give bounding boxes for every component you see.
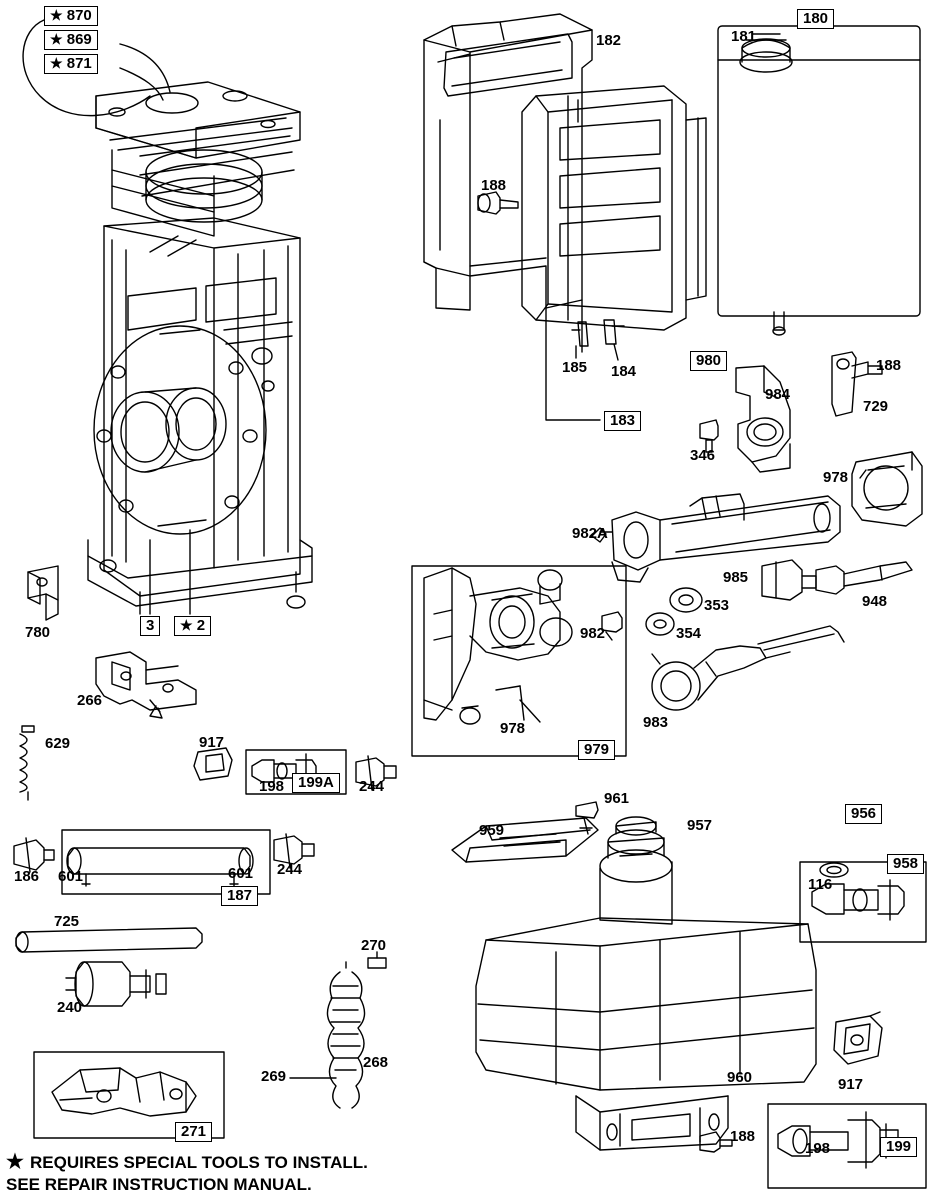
callout-729: 729 bbox=[863, 398, 889, 415]
callout-984: 984 bbox=[765, 386, 791, 403]
callout-725: 725 bbox=[54, 913, 80, 930]
callout-958: 958 bbox=[887, 854, 924, 874]
callout-244-lower: 244 bbox=[277, 861, 303, 878]
callout-346: 346 bbox=[690, 447, 716, 464]
callout-354: 354 bbox=[676, 625, 702, 642]
callout-948: 948 bbox=[862, 593, 888, 610]
callout-961: 961 bbox=[604, 790, 630, 807]
callout-186: 186 bbox=[14, 868, 40, 885]
callout-184: 184 bbox=[611, 363, 637, 380]
callout-187: 187 bbox=[221, 886, 258, 906]
footnote-line-1: REQUIRES SPECIAL TOOLS TO INSTALL. bbox=[30, 1153, 368, 1172]
callout-181: 181 bbox=[731, 28, 757, 45]
callout-869: ★ 869 bbox=[44, 30, 98, 50]
callout-244-upper: 244 bbox=[359, 778, 385, 795]
callout-266: 266 bbox=[77, 692, 103, 709]
callout-960: 960 bbox=[727, 1069, 753, 1086]
callout-601-right: 601 bbox=[228, 865, 254, 882]
callout-268: 268 bbox=[363, 1054, 389, 1071]
callout-188-bracket: 188 bbox=[876, 357, 902, 374]
callout-985: 985 bbox=[723, 569, 749, 586]
callout-183: 183 bbox=[604, 411, 641, 431]
callout-917-right: 917 bbox=[838, 1076, 864, 1093]
callout-871: ★ 871 bbox=[44, 54, 98, 74]
callout-979: 979 bbox=[578, 740, 615, 760]
callout-982A: 982A bbox=[572, 525, 608, 542]
callout-353: 353 bbox=[704, 597, 730, 614]
callout-188-top: 188 bbox=[481, 177, 507, 194]
callout-629: 629 bbox=[45, 735, 71, 752]
callout-198-right: 198 bbox=[805, 1140, 831, 1157]
callout-980: 980 bbox=[690, 351, 727, 371]
callout-978-right: 978 bbox=[823, 469, 849, 486]
callout-978-carb: 978 bbox=[500, 720, 526, 737]
callout-180: 180 bbox=[797, 9, 834, 29]
callout-116: 116 bbox=[808, 876, 833, 893]
callout-2: ★ 2 bbox=[174, 616, 211, 636]
callout-983: 983 bbox=[643, 714, 669, 731]
callout-199A: 199A bbox=[292, 773, 340, 793]
callout-198-left: 198 bbox=[259, 778, 285, 795]
callout-959: 959 bbox=[479, 822, 505, 839]
footnote-star-icon: ★ bbox=[6, 1151, 24, 1173]
callout-917-left: 917 bbox=[199, 734, 225, 751]
footnote-line-2: SEE REPAIR INSTRUCTION MANUAL. bbox=[6, 1175, 312, 1194]
callout-182: 182 bbox=[596, 32, 622, 49]
callout-185: 185 bbox=[562, 359, 588, 376]
callout-199: 199 bbox=[880, 1137, 917, 1157]
callout-188-bottom: 188 bbox=[730, 1128, 756, 1145]
callout-271: 271 bbox=[175, 1122, 212, 1142]
callout-3: 3 bbox=[140, 616, 160, 636]
callout-601-left: 601 bbox=[58, 868, 84, 885]
callout-957: 957 bbox=[687, 817, 713, 834]
callout-270: 270 bbox=[361, 937, 387, 954]
callout-269: 269 bbox=[261, 1068, 287, 1085]
callout-240: 240 bbox=[57, 999, 83, 1016]
callout-956: 956 bbox=[845, 804, 882, 824]
callout-982: 982 bbox=[580, 625, 606, 642]
callout-780: 780 bbox=[25, 624, 51, 641]
callout-870: ★ 870 bbox=[44, 6, 98, 26]
